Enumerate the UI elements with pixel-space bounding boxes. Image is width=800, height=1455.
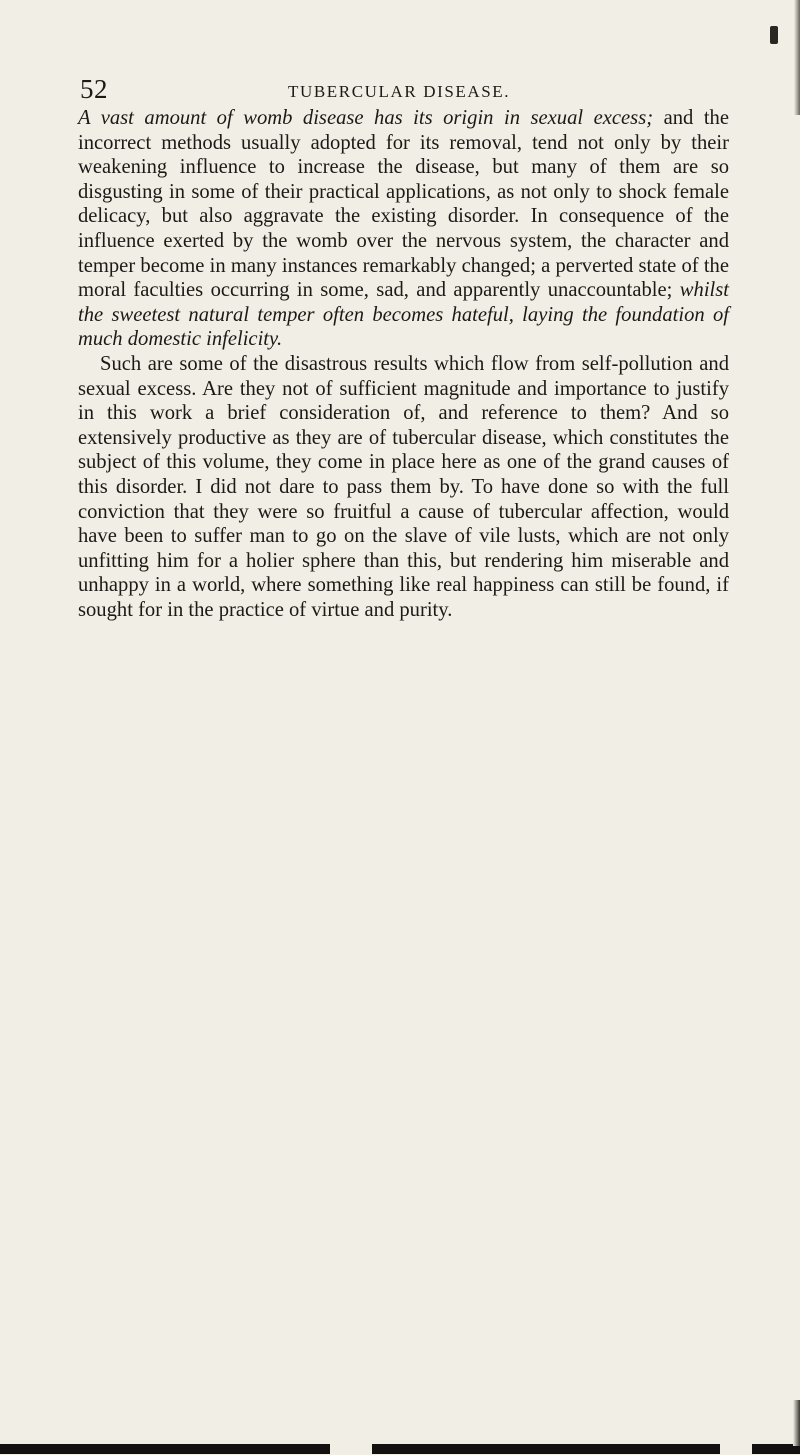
paragraph-1 [78, 106, 729, 352]
paragraph-1-italic-opening: A vast amount of womb disease has its origin in sexual excess; [78, 107, 654, 129]
scan-edge-strip-middle [372, 1444, 720, 1454]
scan-bottom-edge [0, 1400, 800, 1455]
scan-edge-shadow-top [794, 0, 800, 115]
paragraph-2: Such are some of the disastrous results which flow from self-pollution and sexual excess. Are they not of sufficient magnitude and importance to justify in this work a brief consideration of, and reference to them? And so extensively productive as they are of tubercular disease, which constitutes the subject of this volume, they come in place here as one of the grand causes of this disorder. I did not dare to pass them by. To have done so with the full conviction that they were so fruitful a cause of tubercular affection, would have been to suffer man to go on the slave of vile lusts, which are not only unfitting him for a holier sphere than this, but rendering him miserable and unhappy in a world, where something like real happiness can still be found, if sought for in the practice of virtue and purity. [78, 352, 729, 621]
scan-edge-shadow-bottom [793, 1400, 800, 1446]
running-head: TUBERCULAR DISEASE. [288, 82, 511, 101]
page-number: 52 [80, 74, 108, 104]
body-text [78, 106, 729, 622]
scan-edge-strip-left [0, 1444, 330, 1454]
paragraph-1-italic-closing: whilst the sweetest natural temper often becomes hateful, laying the foundation of much domestic infelicity. [78, 279, 729, 351]
paragraph-1-body: and the incorrect methods usually adopted for its removal, tend not only by their weakening influence to increase the disease, but many of them are so disgusting in some of their practical applications, as not only to shock female delicacy, but also aggravate the existing disorder. In consequence of the influence exerted by the womb over the nervous system, the character and temper become in many instances remarkably changed; a perverted state of the moral faculties occurring in some, sad, and apparently unaccountable; [78, 107, 729, 302]
scan-artifact-mark [770, 26, 778, 44]
